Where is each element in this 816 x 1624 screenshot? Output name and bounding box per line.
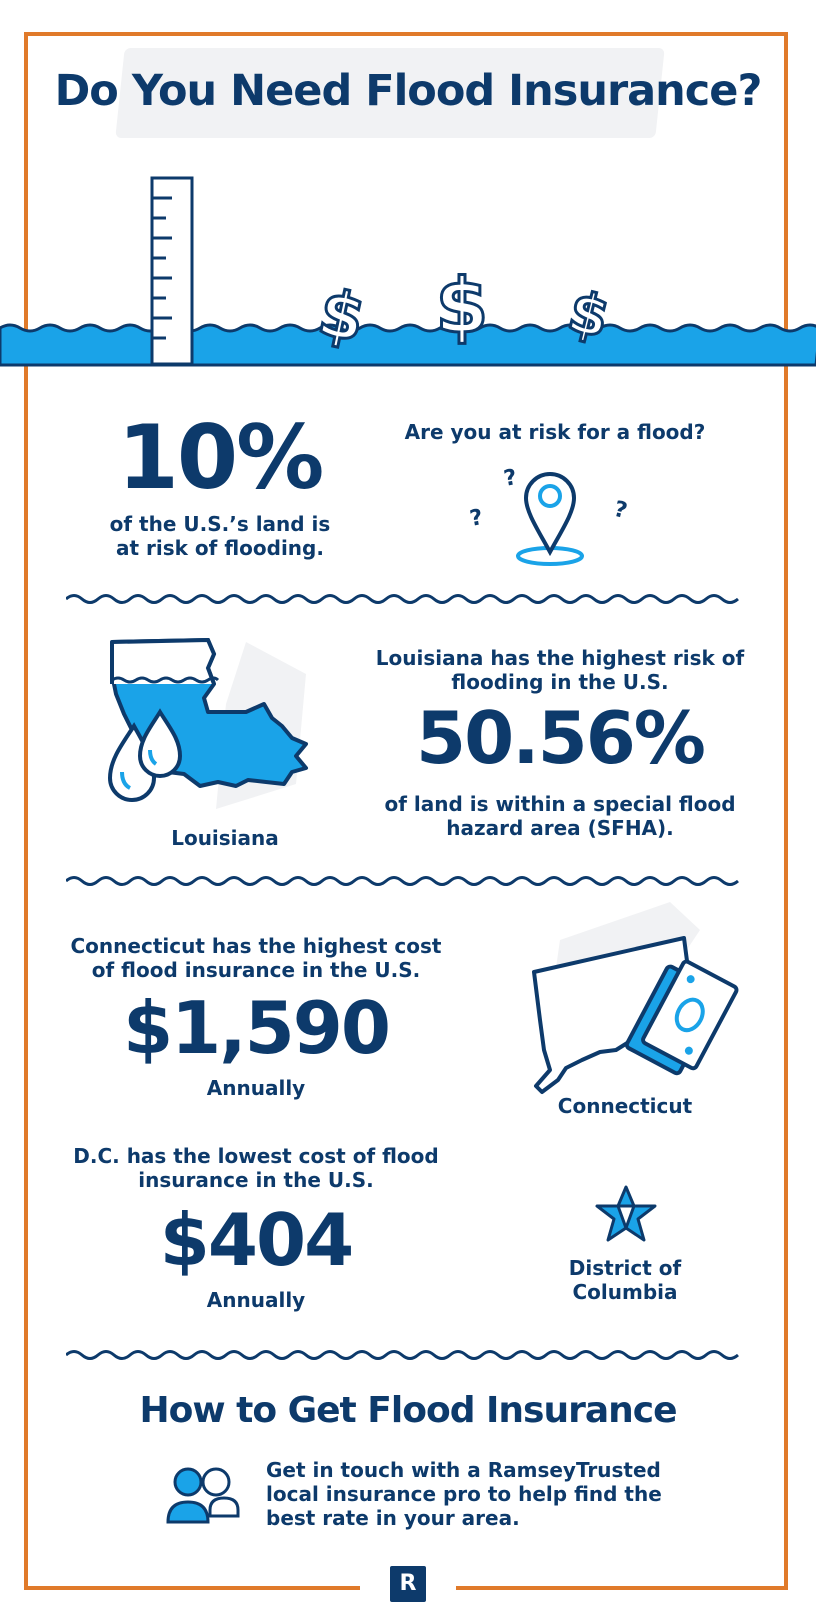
page-title: Do You Need Flood Insurance? [54, 66, 762, 116]
stat-value-10pct: 10% [117, 406, 323, 509]
dc-label-line1: District of [568, 1256, 682, 1280]
dollar-sign-icon: $ [312, 276, 372, 358]
question-mark: ? [501, 465, 519, 492]
howto-text-line3: best rate in your area. [266, 1506, 520, 1530]
stat1-caption-line1: of the U.S.’s land is [109, 512, 331, 536]
louisiana-caption-line1: of land is within a special flood [384, 792, 736, 816]
dc-headline-line2: insurance in the U.S. [138, 1168, 374, 1192]
connecticut-label: Connecticut [557, 1094, 693, 1118]
people-icon [166, 1464, 242, 1528]
star-icon [594, 1184, 658, 1244]
connecticut-period: Annually [206, 1076, 306, 1100]
question-mark: ? [611, 496, 630, 525]
dc-period: Annually [206, 1288, 306, 1312]
wavy-divider [66, 1348, 746, 1362]
connecticut-headline-line1: Connecticut has the highest cost [70, 934, 442, 958]
louisiana-caption-line2: hazard area (SFHA). [446, 816, 674, 840]
stat-value-404: $404 [159, 1198, 353, 1282]
dc-label-line2: Columbia [572, 1280, 678, 1304]
louisiana-map-icon [96, 634, 326, 834]
stat-value-50pct: 50.56% [416, 696, 704, 780]
dc-headline-line1: D.C. has the lowest cost of flood [73, 1144, 439, 1168]
risk-question: Are you at risk for a flood? [404, 420, 706, 444]
louisiana-label: Louisiana [171, 826, 279, 850]
stat-value-1590: $1,590 [123, 986, 389, 1070]
howto-text-line1: Get in touch with a RamseyTrusted [266, 1458, 661, 1482]
dollar-sign-icon: $ [561, 279, 616, 352]
hero-illustration [0, 160, 816, 370]
howto-text-line2: local insurance pro to help find the [266, 1482, 662, 1506]
ramsey-logo: R [390, 1566, 426, 1602]
dollar-sign-icon: $ [435, 261, 489, 350]
connecticut-headline-line2: of flood insurance in the U.S. [91, 958, 421, 982]
wavy-divider [66, 592, 746, 606]
howto-title: How to Get Flood Insurance [139, 1390, 677, 1431]
water-band [0, 325, 816, 365]
louisiana-headline-line1: Louisiana has the highest risk of [375, 646, 745, 670]
connecticut-map-icon [520, 900, 750, 1100]
wavy-divider [66, 874, 746, 888]
stat1-caption-line2: at risk of flooding. [116, 536, 324, 560]
louisiana-headline-line2: flooding in the U.S. [451, 670, 669, 694]
question-mark: ? [467, 505, 485, 532]
ruler-gauge-icon [152, 178, 192, 364]
